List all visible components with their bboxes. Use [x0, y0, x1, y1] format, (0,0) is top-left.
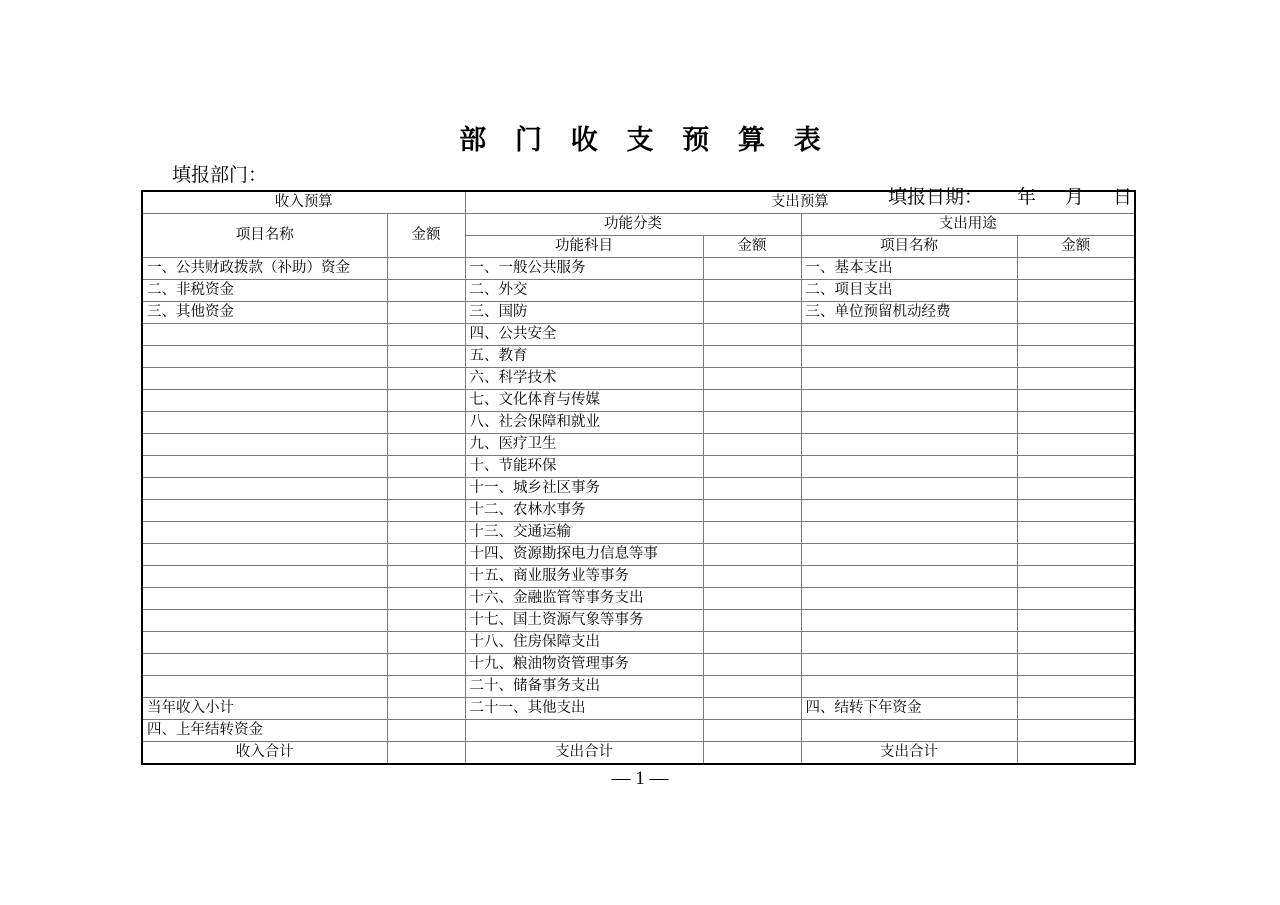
cell-use-item-name	[801, 588, 1017, 610]
cell-function-subject: 十五、商业服务业等事务	[465, 566, 703, 588]
cell-income-item-name: 三、其他资金	[142, 302, 387, 324]
cell-use-item-name: 三、单位预留机动经费	[801, 302, 1017, 324]
cell-use-amount[interactable]	[1017, 390, 1135, 412]
cell-function-amount[interactable]	[703, 412, 801, 434]
cell-income-amount[interactable]	[387, 258, 465, 280]
cell-use-amount[interactable]	[1017, 676, 1135, 698]
cell-income-amount[interactable]	[387, 720, 465, 742]
cell-income-item-name: 当年收入小计	[142, 698, 387, 720]
cell-function-amount[interactable]	[703, 324, 801, 346]
header-function-subject: 功能科目	[465, 236, 703, 258]
cell-income-amount[interactable]	[387, 566, 465, 588]
cell-income-amount[interactable]	[387, 698, 465, 720]
table-row	[142, 676, 1135, 698]
cell-function-subject	[465, 720, 703, 742]
cell-income-amount[interactable]	[387, 632, 465, 654]
cell-use-item-name	[801, 676, 1017, 698]
header-function-amount: 金额	[703, 236, 801, 258]
cell-use-amount[interactable]	[1017, 258, 1135, 280]
cell-function-subject: 十、节能环保	[465, 456, 703, 478]
cell-function-subject: 八、社会保障和就业	[465, 412, 703, 434]
cell-use-item-name	[801, 566, 1017, 588]
cell-income-item-name	[142, 610, 387, 632]
cell-use-item-name	[801, 324, 1017, 346]
cell-function-amount[interactable]	[703, 500, 801, 522]
reporting-department-label: 填报部门：	[172, 165, 268, 186]
cell-function-subject: 二十一、其他支出	[465, 698, 703, 720]
cell-use-amount[interactable]	[1017, 478, 1135, 500]
cell-function-amount[interactable]	[703, 698, 801, 720]
table-row	[142, 588, 1135, 610]
cell-income-item-name	[142, 478, 387, 500]
table-row	[142, 390, 1135, 412]
header-use-item-name: 项目名称	[801, 236, 1017, 258]
cell-use-item-name	[801, 456, 1017, 478]
cell-income-item-name	[142, 632, 387, 654]
cell-income-item-name	[142, 368, 387, 390]
cell-use-amount[interactable]	[1017, 412, 1135, 434]
cell-use-item-name: 四、结转下年资金	[801, 698, 1017, 720]
cell-use-item-name	[801, 500, 1017, 522]
table-row	[142, 280, 1135, 302]
cell-income-amount[interactable]	[387, 588, 465, 610]
table-row	[142, 544, 1135, 566]
cell-income-item-name: 二、非税资金	[142, 280, 387, 302]
cell-use-amount[interactable]	[1017, 588, 1135, 610]
cell-function-amount[interactable]	[703, 654, 801, 676]
header-function-class: 功能分类	[465, 214, 801, 236]
cell-income-amount[interactable]	[387, 434, 465, 456]
table-row	[142, 434, 1135, 456]
cell-function-subject: 十九、粮油物资管理事务	[465, 654, 703, 676]
cell-use-amount[interactable]	[1017, 522, 1135, 544]
header-use-amount: 金额	[1017, 236, 1135, 258]
cell-use-amount[interactable]	[1017, 544, 1135, 566]
cell-income-item-name	[142, 434, 387, 456]
table-header-band-2	[142, 214, 1135, 236]
table-row	[142, 698, 1135, 720]
cell-income-amount[interactable]	[387, 500, 465, 522]
table-row	[142, 566, 1135, 588]
cell-use-amount[interactable]	[1017, 610, 1135, 632]
table-row	[142, 720, 1135, 742]
cell-use-total-amount[interactable]	[1017, 742, 1135, 765]
cell-use-amount[interactable]	[1017, 346, 1135, 368]
cell-use-amount[interactable]	[1017, 632, 1135, 654]
table-total-row	[142, 742, 1135, 765]
header-expense-budget: 支出预算	[465, 191, 1135, 214]
cell-use-total-label: 支出合计	[801, 742, 1017, 765]
cell-income-item-name: 一、公共财政拨款（补助）资金	[142, 258, 387, 280]
cell-income-amount[interactable]	[387, 522, 465, 544]
cell-income-item-name	[142, 390, 387, 412]
table-row	[142, 456, 1135, 478]
cell-function-amount[interactable]	[703, 544, 801, 566]
table-row	[142, 610, 1135, 632]
budget-table-wrapper	[141, 190, 1134, 765]
cell-income-amount[interactable]	[387, 346, 465, 368]
cell-income-amount[interactable]	[387, 412, 465, 434]
header-expense-use: 支出用途	[801, 214, 1135, 236]
table-row	[142, 302, 1135, 324]
cell-use-amount[interactable]	[1017, 280, 1135, 302]
cell-function-amount[interactable]	[703, 346, 801, 368]
cell-function-amount[interactable]	[703, 610, 801, 632]
cell-use-item-name: 二、项目支出	[801, 280, 1017, 302]
cell-use-item-name	[801, 654, 1017, 676]
cell-function-subject: 十三、交通运输	[465, 522, 703, 544]
cell-income-amount[interactable]	[387, 456, 465, 478]
cell-function-amount[interactable]	[703, 434, 801, 456]
cell-income-amount[interactable]	[387, 302, 465, 324]
table-row	[142, 258, 1135, 280]
cell-function-amount[interactable]	[703, 522, 801, 544]
cell-function-amount[interactable]	[703, 632, 801, 654]
cell-use-amount[interactable]	[1017, 302, 1135, 324]
cell-income-item-name	[142, 544, 387, 566]
cell-function-subject: 十四、资源勘探电力信息等事	[465, 544, 703, 566]
cell-use-item-name	[801, 720, 1017, 742]
cell-use-amount[interactable]	[1017, 566, 1135, 588]
cell-income-amount[interactable]	[387, 280, 465, 302]
cell-income-amount[interactable]	[387, 368, 465, 390]
cell-use-item-name	[801, 412, 1017, 434]
cell-function-amount[interactable]	[703, 720, 801, 742]
cell-function-amount[interactable]	[703, 390, 801, 412]
cell-income-item-name	[142, 324, 387, 346]
header-income-item-name: 项目名称	[142, 214, 387, 258]
cell-function-subject: 十二、农林水事务	[465, 500, 703, 522]
table-row	[142, 654, 1135, 676]
cell-function-subject: 六、科学技术	[465, 368, 703, 390]
cell-income-amount[interactable]	[387, 390, 465, 412]
cell-use-item-name	[801, 478, 1017, 500]
cell-use-amount[interactable]	[1017, 434, 1135, 456]
cell-use-item-name	[801, 632, 1017, 654]
cell-function-subject: 四、公共安全	[465, 324, 703, 346]
cell-function-amount[interactable]	[703, 280, 801, 302]
cell-function-amount[interactable]	[703, 302, 801, 324]
cell-use-item-name	[801, 610, 1017, 632]
cell-function-subject: 二十、储备事务支出	[465, 676, 703, 698]
page-number-footer: — 1 —	[611, 768, 669, 789]
cell-income-total-amount[interactable]	[387, 742, 465, 765]
cell-income-item-name	[142, 500, 387, 522]
cell-use-item-name	[801, 544, 1017, 566]
cell-income-item-name	[142, 654, 387, 676]
cell-use-item-name	[801, 368, 1017, 390]
cell-income-item-name	[142, 346, 387, 368]
cell-income-amount[interactable]	[387, 544, 465, 566]
cell-use-item-name: 一、基本支出	[801, 258, 1017, 280]
cell-income-item-name	[142, 676, 387, 698]
cell-function-subject: 七、文化体育与传媒	[465, 390, 703, 412]
cell-income-item-name	[142, 588, 387, 610]
cell-function-subject: 十八、住房保障支出	[465, 632, 703, 654]
table-row	[142, 478, 1135, 500]
cell-function-subject: 三、国防	[465, 302, 703, 324]
cell-use-amount[interactable]	[1017, 456, 1135, 478]
cell-function-subject: 十七、国土资源气象等事务	[465, 610, 703, 632]
cell-income-amount[interactable]	[387, 654, 465, 676]
cell-use-item-name	[801, 434, 1017, 456]
cell-function-amount[interactable]	[703, 676, 801, 698]
reporting-date-label: 填报日期：	[887, 187, 983, 208]
budget-table	[141, 190, 1136, 765]
header-income-amount: 金额	[387, 214, 465, 258]
cell-income-amount[interactable]	[387, 610, 465, 632]
cell-expense-total-label: 支出合计	[465, 742, 703, 765]
cell-function-amount[interactable]	[703, 368, 801, 390]
cell-use-amount[interactable]	[1017, 654, 1135, 676]
cell-function-subject: 九、医疗卫生	[465, 434, 703, 456]
cell-use-amount[interactable]	[1017, 500, 1135, 522]
cell-income-amount[interactable]	[387, 478, 465, 500]
table-row	[142, 500, 1135, 522]
cell-income-item-name	[142, 566, 387, 588]
table-header-band-1	[142, 191, 1135, 214]
cell-income-item-name	[142, 412, 387, 434]
page-title: 部 门 收 支 预 算 表	[459, 125, 832, 155]
cell-use-amount[interactable]	[1017, 368, 1135, 390]
cell-use-item-name	[801, 346, 1017, 368]
cell-function-amount[interactable]	[703, 478, 801, 500]
cell-function-amount[interactable]	[703, 456, 801, 478]
table-row	[142, 324, 1135, 346]
cell-function-subject: 十一、城乡社区事务	[465, 478, 703, 500]
table-row	[142, 632, 1135, 654]
cell-expense-total-amount[interactable]	[703, 742, 801, 765]
cell-income-amount[interactable]	[387, 676, 465, 698]
cell-use-item-name	[801, 522, 1017, 544]
cell-income-amount[interactable]	[387, 324, 465, 346]
cell-income-total-label: 收入合计	[142, 742, 387, 765]
cell-function-subject: 二、外交	[465, 280, 703, 302]
cell-function-subject: 一、一般公共服务	[465, 258, 703, 280]
reporting-date-units: 年 月 日	[1016, 187, 1134, 208]
cell-use-amount[interactable]	[1017, 324, 1135, 346]
table-row	[142, 368, 1135, 390]
cell-income-item-name	[142, 522, 387, 544]
table-row	[142, 522, 1135, 544]
cell-use-amount[interactable]	[1017, 720, 1135, 742]
cell-use-amount[interactable]	[1017, 698, 1135, 720]
cell-function-subject: 五、教育	[465, 346, 703, 368]
cell-function-subject: 十六、金融监管等事务支出	[465, 588, 703, 610]
table-row	[142, 412, 1135, 434]
cell-function-amount[interactable]	[703, 566, 801, 588]
header-income-budget: 收入预算	[142, 191, 465, 214]
cell-use-item-name	[801, 390, 1017, 412]
cell-function-amount[interactable]	[703, 258, 801, 280]
table-row	[142, 346, 1135, 368]
cell-income-item-name: 四、上年结转资金	[142, 720, 387, 742]
cell-function-amount[interactable]	[703, 588, 801, 610]
cell-income-item-name	[142, 456, 387, 478]
